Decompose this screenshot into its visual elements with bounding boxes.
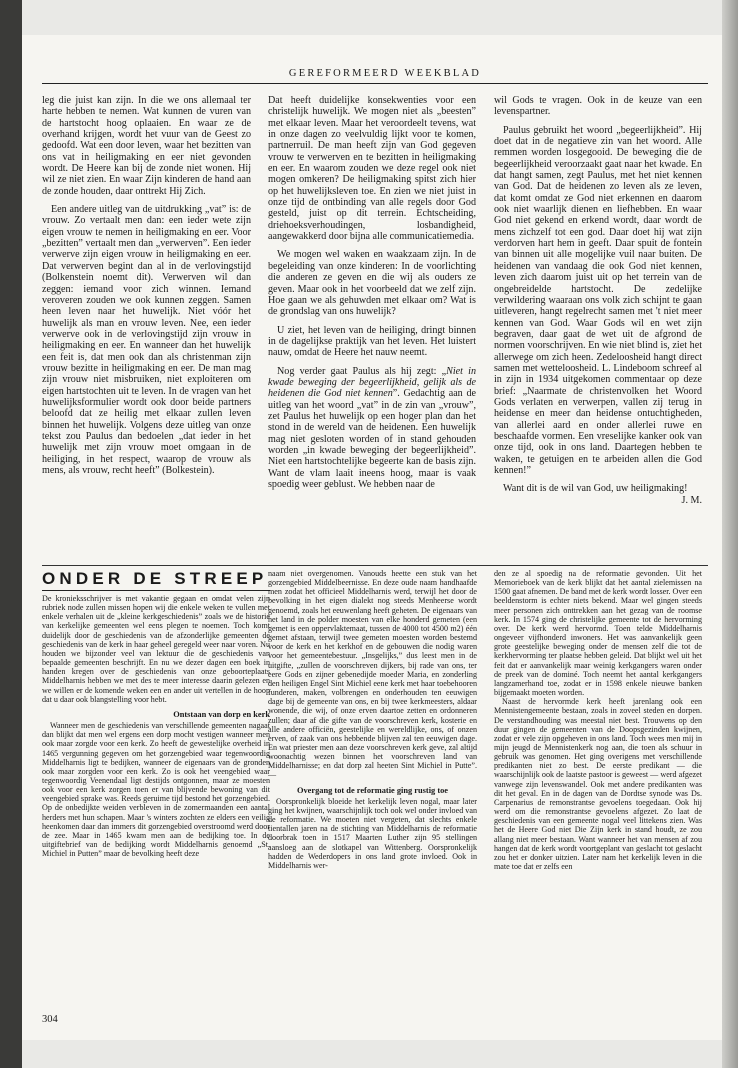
intro-paragraph: De kronieksschrijver is met vakantie gegaan en omdat velen zijn rubriek node zullen missen hopen wij die enkele weken te vullen met enkele verhalen uit de „kleine kerkgeschiedenis” zoals we de historie van kerkelijke gemeenten wel eens plegen te noemen. Toch komt duidelijk door de geschiedenis van de afzonderlijke gemeenten de geschiedenis van de kerk in haar geheel geregeld weer naar voren. Nu houden we bijzonder veel van lektuur die de geschiedenis van bepaalde gemeenten beschrijft. En nu we dezer dagen een boek in handen kregen over de geschiedenis van onze geboorteplaats Middelharnis hebben we met des te meer interesse daarin gelezen en we willen er de komende weken een en ander uit vertellen in de hoop dat u daar ook blangstelling voor hebt. <box>42 594 270 704</box>
scan-left-edge <box>0 0 22 1068</box>
paragraph: leg die juist kan zijn. In die we ons allemaal ter harte hebben te nemen. Wat kunnen de vuren van de hartstocht hoog oplaaien. En waar ze de overhand krijgen, wordt het vuur van de Geest zo gedoofd. Wat een door leven, waar het bezitten van ons vat in heiligmaking en eer niet gevonden wordt. De Heere kan bij de zonde niet wonen. Hij wil ze niet zien. En waar Zijn kinderen de hand aan de zonde houden, daar onttrekt Hij Zich. <box>42 95 251 197</box>
subheading: Overgang tot de reformatie ging rustig toe <box>296 785 449 795</box>
author-signature: J. M. <box>681 494 702 506</box>
paragraph: Nog verder gaat Paulus als hij zegt: „Niet in kwade beweging der begeerlijkheid, gelijk als de heidenen die God niet kennen”. Gedachtig aan de uitleg van het woord „vat” in de zin van „vrouw”, zet Paulus het huwelijk op een hoger plan dan het stond in de wereld van de heidenen. Een huwelijk mag niet gesloten worden of in stand gehouden worden „in kwade beweging der begeerlijkheid”. Niet een hartstochtelijke begeerte kan de basis zijn. Want de vlam laait ineens hoog, maar is vaak spoedig weer geblust. We hebben naar de <box>268 365 476 490</box>
page-number: 304 <box>42 1014 58 1025</box>
section-divider <box>42 565 708 566</box>
paragraph: We mogen wel waken en waakzaam zijn. In de begeleiding van onze kinderen: In de voorlichting die anderen ze geven en die wij als ouders ze geven. Maar ook in het voorbeeld dat we zelf zijn. Hoe gaan we als gehuwden met elkaar om? Wat is de grondslag van ons huwelijk? <box>268 249 476 318</box>
paragraph: Paulus gebruikt het woord „begeerlijkheid”. Hij doet dat in de negatieve zin van het woord. Alle remmen worden losgegooid. De beweging die de begeerlijkheid veroorzaakt gaat naar het kwade. En dat hangt samen, zegt Paulus, met het niet kennen van God. Dat de heidenen zo leven als ze leven, dat komt omdat ze God niet erkennen en daarom ook niet waarlijk dienen en liefhebben. En waar God niet gekend en erkend wordt, daar wordt de mens zichzelf tot een god. Daar doet hij wat zijn verdorven hart hem in geeft. Daar spuit de fontein van binnen uit alle mogelijke vuil naar buiten. De heidenen van vandaag die ook God niet kennen, leven zich daarom juist uit op het terrein van de ongebreidelde hartstocht. De zedelijke verwildering waaraan ons volk zich schijnt te gaan uitleveren, hangt regelrecht samen met 't niet meer kennen van God. Waar Gods wil en wet zijn begraven, daar gaat de wet uit de afgrond de normen voorschrijven. En wie niet blind is, ziet het allerwege om zich heen. Zedeloosheid hangt direct samen met wetteloosheid. L. Lindeboom schreef al in zijn in 1934 uitgekomen commentaar op deze brief: „Naarmate de christenvolken het Woord Gods verlaten en verwerpen, vallen zij terug in heidense en meer dan heidense ontuchtigheden, van allerlei aard en onder allerlei ruwe en beschaafde vormen. Een vreselijke kanker ook van onze tijd, ook in ons land. Daartegen hebben te waken, te getuigen en te arbeiden allen die God kennen!” <box>494 124 702 476</box>
paragraph: Een andere uitleg van de uitdrukking „vat” is: de vrouw. Zo vertaalt men dan: een ieder wete zijn eigen vrouw te nemen in heiligmaking en eer. Voor „bezitten” vertaalt men dan „verwerven”. Een ieder verwerve zijn eigen vrouw in heiligmaking en eer. Dat verwerven begint dan al in de verlovingstijd (Bolkenstein noemt dit). Verwerven wil dan zeggen: iemand voor zich winnen. Iemand veroveren zouden we ook kunnen zeggen. Samen heen leven naar het huwelijk. Niet vóór het huwelijk als man en vrouw leven. Nee, een ieder verwerve ook in de verlovingstijd zijn vrouw in heiligmaking en eer. En wanneer dan het huwelijk een feit is, dat men ook dan als christenman zijn vrouw bezitte in heiligmaking en eer. De man mag zijn vrouw niet misbruiken, niet exploiteren om eigen hartstochten uit te leven. In de vragen van het huwelijksformulier wordt ook door beide partners beloofd dat ze heilig met elkaar zullen leven binnen het huwelijk. Volgens deze uitleg van onze tekst zou Paulus dan bedoelen „dat ieder in het huwelijk met zijn vrouw moet omgaan in de heiliging, in het respect, waarop de vrouw als mens, als vrouw, recht heeft” (Bolkestein). <box>42 204 251 476</box>
scripture-quote: Niet in kwade beweging der begeerlijkheid, gelijk als de heidenen die God niet kennen <box>268 365 476 400</box>
paragraph: Wanneer men de geschiedenis van verschillende gemeenten nagaat dan blijkt dat men wel ergens een dorp mocht vestigen wanneer men ook maar zorgde voor een kerk. Zo heeft de gewestelijke overheid in 1465 vergunning gegeven om het gorzengebied waar tegenwoordig Middelharnis ligt te bedijken, wanneer de eigenaars van de gronden ook maar zorgden voor een kerk. Zo is ook het veengebied waar tegenwoordig Veenendaal ligt destijds ontgonnen, maar ze moesten ook voor een kerk zorgen toen er van blijvende bewoning van dit veengebied sprake was. Reeds geruime tijd bestond het gorzengebied. Op de onbedijkte weiden verbleven in de zomermaanden een aantal herders met hun schapen. Maar 's winters zochten ze elders een veilig heenkomen daar dan immers dit gorzengebied overstroomd werd door de zee. Maar in 1465 kwam men aan de bedijking toe. In de uitgiftebrief van de bedijking wordt Middelharnis genoemd „St. Michiel in Putten” maar de bevolking heeft deze <box>42 721 270 859</box>
section-title: ONDER DE STREEP <box>42 569 270 591</box>
header-rule <box>42 83 708 84</box>
paragraph: naam niet overgenomen. Vanouds heette een stuk van het gorzengebied Middelbeernisse. En deze oude naam handhaafde men zodat het officieel Middelharnis werd, terwijl het door de bevolking in het eigen dialekt nog steeds Menheerse wordt genoemd, zoals het eeuwenlang heeft geheten. De eigenaars van het land in de polder moesten van elke honderd gemeten (een gemet is een oppervlaktemaat, tussen de 4000 tot 4500 m2) één gemet afstaan, terwijl twee gemeten moesten worden bestemd voor de kerk en het kerkhof en de gebouwen die nodig waren voor het gemeentebestuur. „Insgelijks,” dus leest men in de uitgifte, „zullen de voorschreven dijkers, bij rade van ons, ter eere Gods en zijner gebenedijde moeder Maria, en zonderling den heiligen Engel Sint Michiel eene kerk met haar toebehooren funderen, maken, volbrengen en onderhouden ten eeuwigen dage bij de gemeente van ons, en bij twee kerkmeesters, aldaar wonende, die wij, of onze erven daartoe zetten en ordonneren zullen; daar af die gifte van de voorschreven kerk, kosterie en alle andere officiën, geestelijke en wereldlijke, ons, of onzen erven, of zaak van ons hebbende blijven zal ten eeuwigen dage. En wat priester men aan deze voorschreven kerk geve, zal altijd woonachtig wezen binnen het voorschreven land van Middelharnisse; en dat dorp zal heeten Sint Michiel in Putte”. — <box>268 569 477 780</box>
paragraph: Oorspronkelijk bloeide het kerkelijk leven nogal, maar later ging het kwijnen, waarschijnlijk toch ook wel onder invloed van de reformatie. We moeten niet vergeten, dat slechts enkele tientallen jaren na de stichting van Middelharnis de reformatie doorbrak toen in 1517 Maarten Luther zijn 95 stellingen aansloeg aan de slotkapel van Wittenberg. Oorspronkelijk hadden de Wederdopers in ons land grote invloed. Ook in Middelharnis wer- <box>268 796 477 870</box>
paragraph: U ziet, het leven van de heiliging, dringt binnen in de dagelijkse praktijk van het leven. Het luistert nauw, omdat de Heere het nauw neemt. <box>268 324 476 359</box>
article-column-2 <box>268 95 476 560</box>
subheading: Ontstaan van dorp en kerk <box>173 709 270 719</box>
scan-right-shadow <box>722 0 738 1068</box>
article-column-3 <box>494 95 702 560</box>
paragraph: den ze al spoedig na de reformatie gevonden. Uit het Memorieboek van de kerk blijkt dat het aantal zielemissen na 1500 gaat afnemen. De band met de kerk wordt losser. Over een beeldenstorm is echter niets bekend. Maar wel gingen steeds meer personen zich onttrekken aan het gezag van de roomse kerk. In 1574 ging de christelijke gemeente tot de hervorming over. De kerk werd hervormd. Toen telde Middelharnis ongeveer vijfhonderd inwoners. Het was aanvankelijk geen grote geestelijke beweging onder de mensen zelf die tot de kerkhervorming ter plaatse hebben geleid. Dat blijkt wel uit het feit dat er aanvankelijk maar weinig kerkgangers waren onder de preek van de dominé. Toch neemt het aantal kerkgangers langzamerhand toe, zodat er in 1598 enkele nieuwe banken bijgemaakt moeten worden. <box>494 569 702 698</box>
paragraph: Dat heeft duidelijke konsekwenties voor een christelijk huwelijk. We mogen niet als „beesten” met elkaar leven. Maar het veroordeelt tevens, wat in onze dagen zo veelvuldig lijkt voor te komen, partnerruil. De man heeft zijn van God gegeven vrouw te verwerven en te bezitten in heiligmaking en eer. En waarom zouden we deze regel ook niet mogen omkeren? De heiligmaking spitst zich hier op het huwelijksleven toe. En zien we niet juist in onze tijd de ontbinding van alle regels door God gesteld, juist op dit terrein. Echtscheiding, driehoeksverhoudingen, losbandigheid, aangewakkerd door bijna alle communicatiemedia. <box>268 95 476 243</box>
article-column-1 <box>42 95 251 560</box>
running-header: GEREFORMEERD WEEKBLAD <box>288 68 482 79</box>
column-onder-1 <box>42 594 270 1012</box>
column-onder-3 <box>494 569 702 1012</box>
paragraph: wil Gods te vragen. Ook in de keuze van een levenspartner. <box>494 95 702 118</box>
paragraph: Want dit is de wil van God, uw heiligmaking! J. M. <box>503 483 702 506</box>
column-onder-2 <box>268 569 477 1012</box>
paragraph: Naast de hervormde kerk heeft jarenlang ook een Mennistengemeente bestaan, zoals in zoveel steden en dorpen. De verstandhouding was meestal niet best. Trouwens op den duur gingen de gemeenten van de Doopsgezinden kwijnen, zodat er vele zijn opgeheven in ons land. Toch wees men mij in mijn jeugd de Mennistenkerk nog aan, die toen als schuur in gebruik was genomen. Het ging overigens met verschillende predikanten niet zo best. De eerste predikant — die waarschijnlijk ook de laatste pastoor is geweest — werd afgezet vanwege zijn levenswandel. Ook met andere predikanten was dit het geval. En in de dagen van de Dordtse synode was Ds. Carpenarius de remonstrantse gevoelens toegedaan. Ook hij werd om die remonstrantse gevoelens afgezet. Zo laat de geschiedenis van een gemeente nogal veel littekens zien. Was het de Heere God niet Die Zijn kerk in stand houdt, ze zou allang niet meer bestaan. Want wanneer het van mensen af zou hangen dat de kerk wordt voortgeplant van geslacht tot geslacht zou het er donker uitzien. Later nam het kerkelijk leven in die mate toe dat er zelfs een <box>494 697 702 871</box>
